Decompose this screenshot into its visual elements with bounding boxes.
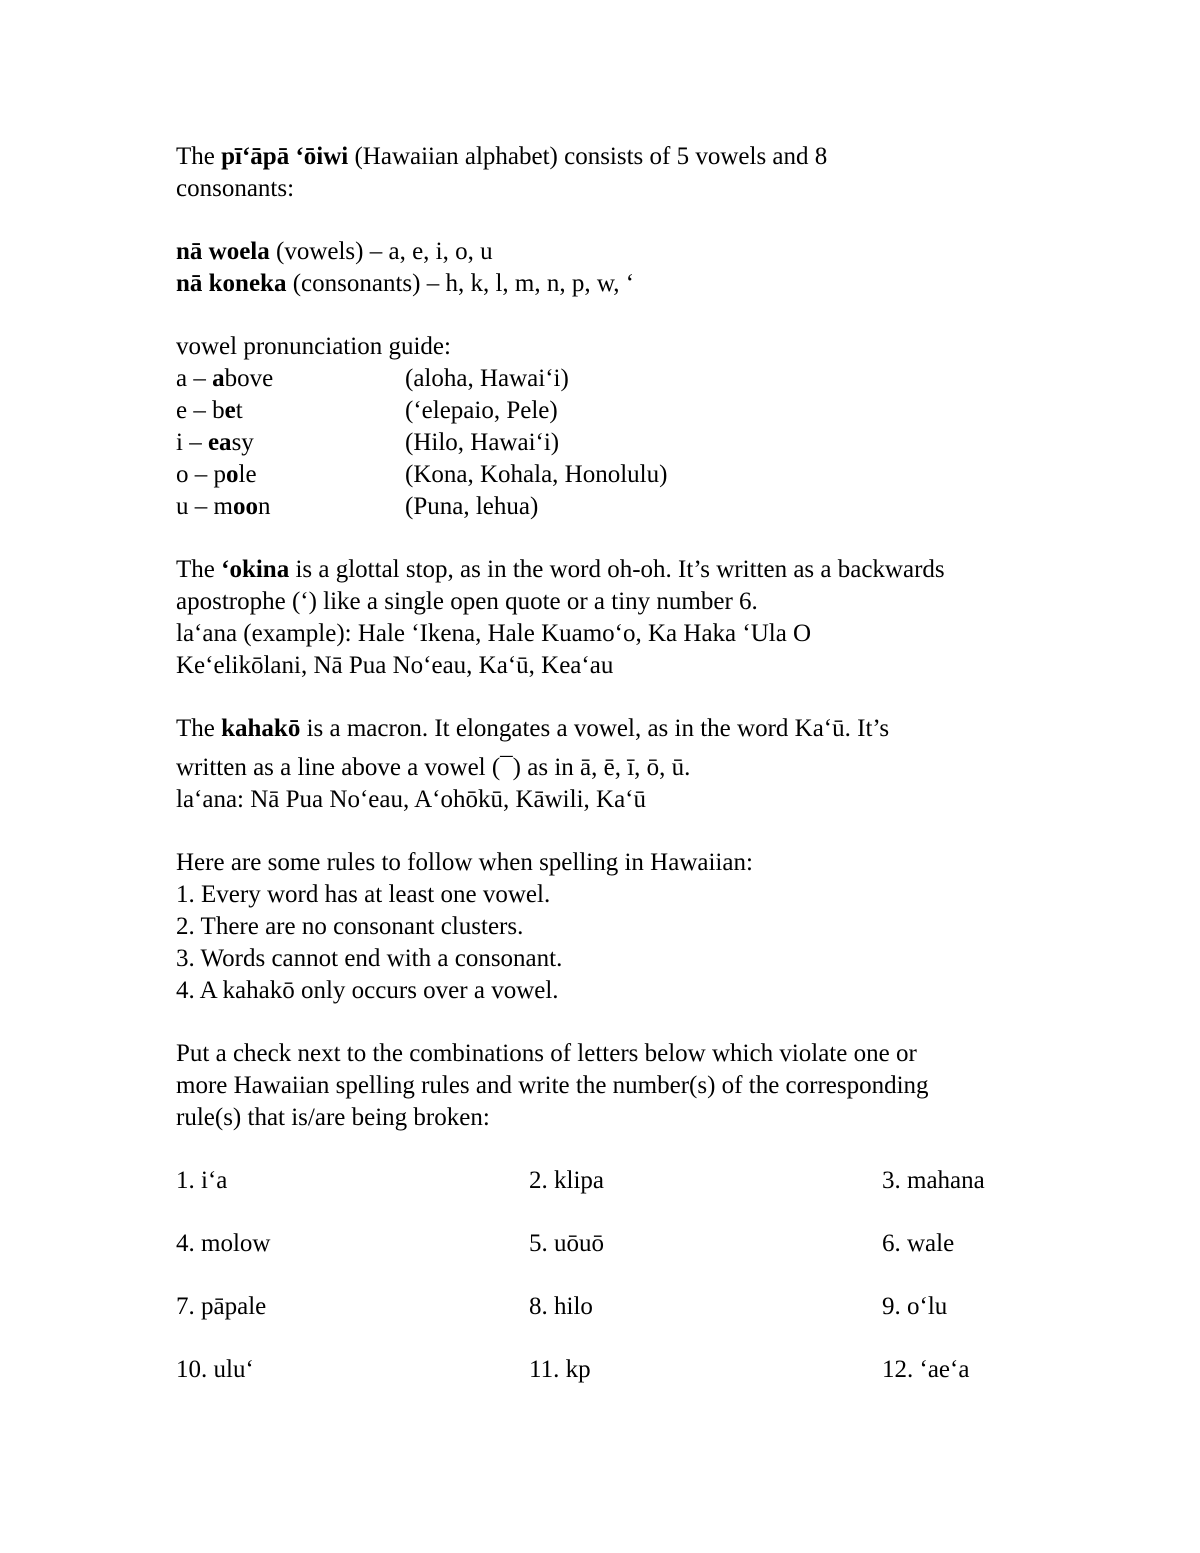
guide-vowel: o – pole [176, 461, 257, 488]
okina-term: ʻokina [221, 556, 290, 583]
vowels-line [176, 236, 1056, 268]
guide-row [176, 363, 1056, 395]
guide-vowel: u – moon [176, 493, 271, 520]
spacer [176, 523, 1056, 554]
kahako-term: kahakō [221, 715, 301, 742]
rule-item: 1. Every word has at least one vowel. [176, 881, 551, 908]
consonants-term: nā koneka [176, 270, 287, 297]
vowels-term: nā woela [176, 238, 270, 265]
exercise-item: 3. mahana [882, 1167, 985, 1194]
exercise-item: 8. hilo [529, 1293, 593, 1320]
guide-examples: (Hilo, Hawaiʻi) [405, 429, 560, 456]
consonants-line [176, 268, 1056, 300]
exercise-item: 12. ʻaeʻa [882, 1356, 970, 1383]
kahako-line-1: The kahakō is a macron. It elongates a vowel, as in the word Kaʻū. It’s [176, 715, 890, 742]
rule-item: 4. A kahakō only occurs over a vowel. [176, 977, 559, 1004]
guide-row [176, 491, 1056, 523]
spacer [176, 1007, 1056, 1038]
exercise-item: 7. pāpale [176, 1293, 267, 1320]
spacer [176, 300, 1056, 331]
spacer [176, 816, 1056, 847]
rule-item: 2. There are no consonant clusters. [176, 913, 524, 940]
okina-line-3: laʻana (example): Hale ʻIkena, Hale Kuamoʻo, Ka Haka ʻUla O [176, 620, 812, 647]
pronunciation-guide [176, 363, 1056, 523]
instructions-line-3: rule(s) that is/are being broken: [176, 1104, 490, 1131]
instructions-line-1: Put a check next to the combinations of letters below which violate one or [176, 1040, 917, 1067]
exercise-row [176, 1228, 1056, 1291]
exercise-item: 2. klipa [529, 1167, 604, 1194]
exercise-item: 9. oʻlu [882, 1293, 948, 1320]
spacer [176, 682, 1056, 713]
guide-vowel: i – easy [176, 429, 254, 456]
intro-text: (Hawaiian alphabet) consists of 5 vowels and 8 [348, 143, 828, 170]
guide-examples: (aloha, Hawaiʻi) [405, 365, 569, 392]
exercise-row [176, 1354, 1056, 1417]
spacer [176, 205, 1056, 236]
guide-examples: (ʻelepaio, Pele) [405, 397, 558, 424]
guide-examples: (Puna, lehua) [405, 493, 539, 520]
guide-row [176, 459, 1056, 491]
exercise-item: 6. wale [882, 1230, 955, 1257]
exercise-grid [176, 1165, 1056, 1417]
exercise-item: 11. kp [529, 1356, 591, 1383]
okina-line-1: The ʻokina is a glottal stop, as in the word oh-oh. It’s written as a backwards [176, 556, 945, 583]
exercise-row [176, 1291, 1056, 1354]
guide-row [176, 395, 1056, 427]
alphabet-term: pīʻāpā ʻōiwi [221, 143, 349, 170]
consonants-text: (consonants) – h, k, l, m, n, p, w, ʻ [286, 270, 635, 297]
spacer [176, 1134, 1056, 1165]
intro-pre: The [176, 143, 222, 170]
guide-row [176, 427, 1056, 459]
instructions-line-2: more Hawaiian spelling rules and write the number(s) of the corresponding [176, 1072, 929, 1099]
intro-line-1 [176, 141, 1056, 173]
worksheet-page [176, 141, 1056, 1417]
kahako-line-3: laʻana: Nā Pua Noʻeau, Aʻohōkū, Kāwili, Kaʻū [176, 786, 646, 813]
guide-vowel: e – bet [176, 397, 243, 424]
kahako-line-2: written as a line above a vowel (¯) as in ā, ē, ī, ō, ū. [176, 754, 691, 781]
okina-line-2: apostrophe (ʻ) like a single open quote or a tiny number 6. [176, 588, 758, 615]
exercise-item: 1. iʻa [176, 1167, 228, 1194]
vowels-text: (vowels) – a, e, i, o, u [269, 238, 493, 265]
guide-vowel: a – above [176, 365, 274, 392]
rule-item: 3. Words cannot end with a consonant. [176, 945, 563, 972]
exercise-item: 5. uōuō [529, 1230, 604, 1257]
exercise-item: 4. molow [176, 1230, 271, 1257]
guide-examples: (Kona, Kohala, Honolulu) [405, 461, 668, 488]
exercise-row [176, 1165, 1056, 1228]
exercise-item: 10. uluʻ [176, 1356, 254, 1383]
intro-line-2: consonants: [176, 175, 295, 202]
guide-heading: vowel pronunciation guide: [176, 333, 451, 360]
rules-heading: Here are some rules to follow when spelling in Hawaiian: [176, 849, 753, 876]
okina-line-4: Keʻelikōlani, Nā Pua Noʻeau, Kaʻū, Keaʻau [176, 652, 614, 679]
